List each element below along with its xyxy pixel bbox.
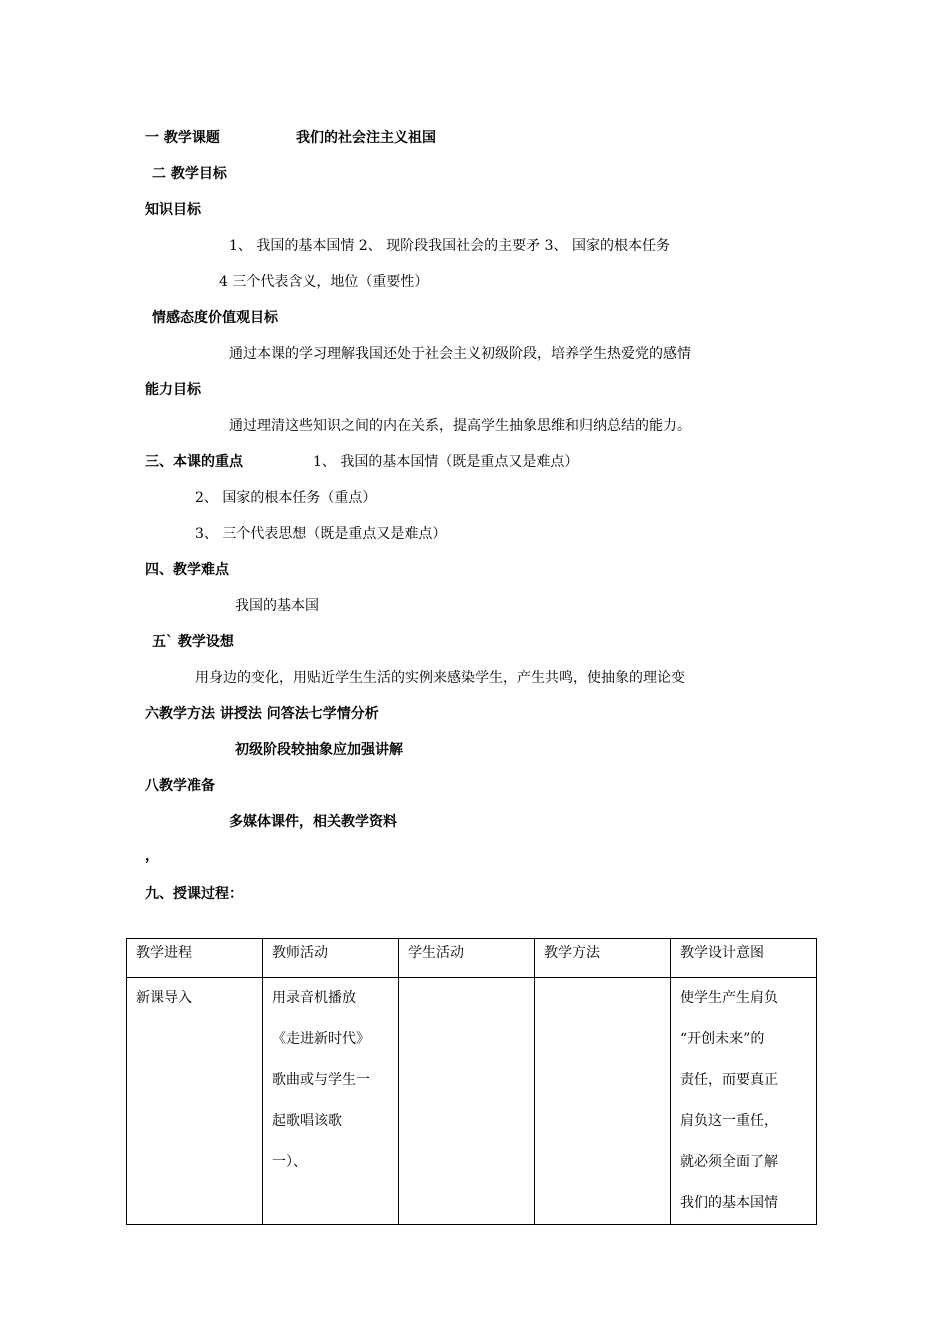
- section-1-label: 一 教学课题: [145, 130, 220, 146]
- table-header-cell: 教学设计意图: [671, 939, 817, 978]
- section-2-label: 二 教学目标: [152, 166, 227, 182]
- section-5-label: 五` 教学设想: [152, 634, 234, 650]
- preparation-text: 多媒体课件，相关教学资料: [229, 814, 397, 830]
- table-header-cell: 教学方法: [535, 939, 671, 978]
- stray-comma: ，: [145, 848, 159, 864]
- section-6-label: 六教学方法 讲授法 问答法七学情分析: [145, 706, 379, 722]
- knowledge-line-2: 4 三个代表含义，地位（重要性）: [219, 274, 429, 290]
- table-row: [127, 978, 817, 1225]
- table-header-row: [127, 939, 817, 978]
- analysis-text: 初级阶段较抽象应加强讲解: [235, 742, 403, 758]
- key-point-2: 2、 国家的根本任务（重点）: [195, 490, 377, 506]
- section-9-label: 九、授课过程：: [145, 886, 243, 902]
- table-header-cell: 教师活动: [263, 939, 399, 978]
- emotion-text: 通过本课的学习理解我国还处于社会主义初级阶段，培养学生热爱党的感情: [229, 346, 691, 362]
- key-point-3: 3、 三个代表思想（既是重点又是难点）: [195, 526, 447, 542]
- table-cell-student-activity: [399, 978, 535, 1225]
- ability-text: 通过理清这些知识之间的内在关系，提高学生抽象思维和归纳总结的能力。: [229, 418, 691, 434]
- key-point-1: 1、 我国的基本国情（既是重点又是难点）: [313, 454, 579, 470]
- section-3-label: 三、本课的重点: [145, 454, 243, 470]
- difficulty-text: 我国的基本国: [235, 598, 319, 614]
- section-4-label: 四、教学难点: [145, 562, 229, 578]
- ability-heading: 能力目标: [145, 382, 201, 398]
- lesson-title: 我们的社会注主义祖国: [296, 130, 436, 146]
- table-header-cell: 教学进程: [127, 939, 263, 978]
- knowledge-heading: 知识目标: [145, 202, 201, 218]
- table-cell-method: [535, 978, 671, 1225]
- table-cell-teacher-activity: 用录音机播放 《走进新时代》 歌曲或与学生一 起歌唱该歌 一）、: [263, 978, 399, 1225]
- lesson-process-table: [126, 938, 817, 1225]
- emotion-heading: 情感态度价值观目标: [152, 310, 278, 326]
- knowledge-line-1: 1、 我国的基本国情 2、 现阶段我国社会的主要矛 3、 国家的根本任务: [229, 238, 670, 254]
- section-8-label: 八教学准备: [145, 778, 215, 794]
- table-header-cell: 学生活动: [399, 939, 535, 978]
- design-text: 用身边的变化，用贴近学生生活的实例来感染学生，产生共鸣，使抽象的理论变: [195, 670, 685, 686]
- table-cell-stage: 新课导入: [127, 978, 263, 1225]
- table-cell-design-intent: 使学生产生肩负 “开创未来”的 责任，而要真正 肩负这一重任， 就必须全面了解 我们的基本国情: [671, 978, 817, 1225]
